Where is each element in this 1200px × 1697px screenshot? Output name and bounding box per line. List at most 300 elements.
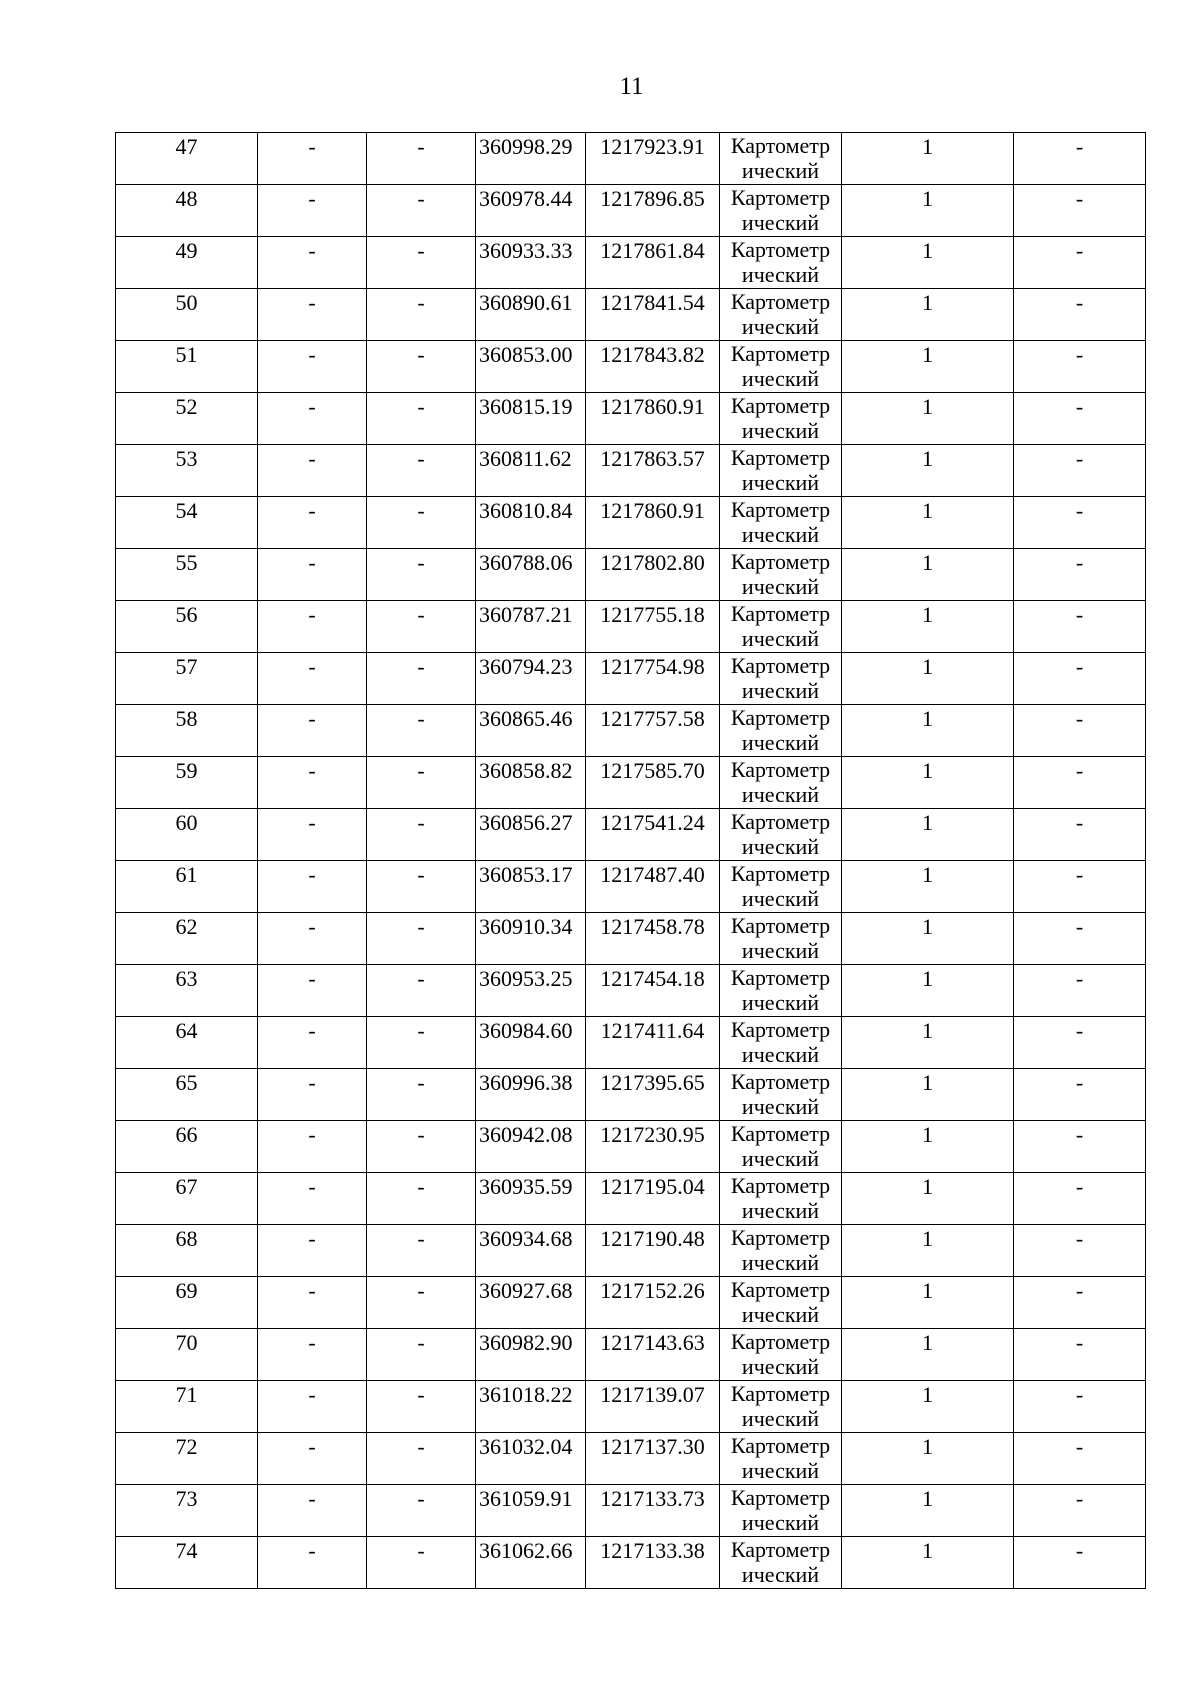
empty-value-cell: -	[258, 393, 367, 445]
coordinate-y-cell: 1217541.24	[586, 809, 720, 861]
coordinate-y-cell: 1217133.38	[586, 1537, 720, 1589]
coordinate-y-cell: 1217139.07	[586, 1381, 720, 1433]
empty-value-cell: -	[258, 1485, 367, 1537]
note-cell: -	[1014, 1017, 1146, 1069]
coordinate-x-cell: 360810.84	[476, 497, 586, 549]
coordinate-x-cell: 360853.17	[476, 861, 586, 913]
empty-value-cell: -	[367, 1485, 476, 1537]
method-label-line-1: Картометр	[730, 1537, 831, 1562]
method-cell	[720, 601, 842, 653]
table-row	[116, 393, 1146, 445]
point-number-cell: 64	[116, 1017, 258, 1069]
coordinate-y-cell: 1217923.91	[586, 133, 720, 185]
empty-value-cell: -	[258, 653, 367, 705]
accuracy-cell: 1	[842, 861, 1014, 913]
accuracy-cell: 1	[842, 913, 1014, 965]
point-number-cell: 47	[116, 133, 258, 185]
note-cell: -	[1014, 1329, 1146, 1381]
coordinate-x-cell: 360794.23	[476, 653, 586, 705]
coordinate-y-cell: 1217137.30	[586, 1433, 720, 1485]
method-label-line-2: ический	[741, 626, 820, 651]
accuracy-cell: 1	[842, 185, 1014, 237]
point-number-cell: 67	[116, 1173, 258, 1225]
method-cell	[720, 237, 842, 289]
empty-value-cell: -	[367, 705, 476, 757]
note-cell: -	[1014, 1173, 1146, 1225]
method-label-line-2: ический	[741, 1406, 820, 1431]
coordinate-x-cell: 360815.19	[476, 393, 586, 445]
accuracy-cell: 1	[842, 1069, 1014, 1121]
coordinate-x-cell: 360933.33	[476, 237, 586, 289]
coordinate-x-cell: 361032.04	[476, 1433, 586, 1485]
empty-value-cell: -	[258, 185, 367, 237]
method-label-line-1: Картометр	[730, 289, 831, 314]
coordinate-y-cell: 1217860.91	[586, 393, 720, 445]
coordinate-x-cell: 360927.68	[476, 1277, 586, 1329]
coordinate-x-cell: 360953.25	[476, 965, 586, 1017]
coordinate-y-cell: 1217190.48	[586, 1225, 720, 1277]
method-label-line-2: ический	[741, 1042, 820, 1067]
method-cell	[720, 809, 842, 861]
empty-value-cell: -	[367, 393, 476, 445]
table-row	[116, 601, 1146, 653]
point-number-cell: 74	[116, 1537, 258, 1589]
empty-value-cell: -	[258, 1537, 367, 1589]
accuracy-cell: 1	[842, 341, 1014, 393]
method-label-line-2: ический	[741, 418, 820, 443]
method-cell	[720, 133, 842, 185]
accuracy-cell: 1	[842, 1173, 1014, 1225]
empty-value-cell: -	[367, 133, 476, 185]
method-cell	[720, 549, 842, 601]
method-cell	[720, 1173, 842, 1225]
empty-value-cell: -	[367, 861, 476, 913]
table-row	[116, 965, 1146, 1017]
table-row	[116, 1433, 1146, 1485]
table-row	[116, 1225, 1146, 1277]
method-label-line-2: ический	[741, 1094, 820, 1119]
method-cell	[720, 1277, 842, 1329]
coordinate-y-cell: 1217585.70	[586, 757, 720, 809]
empty-value-cell: -	[258, 1173, 367, 1225]
method-label-line-1: Картометр	[730, 809, 831, 834]
method-label-line-1: Картометр	[730, 913, 831, 938]
coordinate-x-cell: 360890.61	[476, 289, 586, 341]
coordinate-y-cell: 1217861.84	[586, 237, 720, 289]
empty-value-cell: -	[367, 1017, 476, 1069]
method-label-line-1: Картометр	[730, 1069, 831, 1094]
point-number-cell: 49	[116, 237, 258, 289]
empty-value-cell: -	[367, 1381, 476, 1433]
coordinate-x-cell: 360865.46	[476, 705, 586, 757]
method-label-line-1: Картометр	[730, 133, 831, 158]
coordinate-x-cell: 361059.91	[476, 1485, 586, 1537]
table-row	[116, 809, 1146, 861]
coordinate-x-cell: 360910.34	[476, 913, 586, 965]
method-cell	[720, 1329, 842, 1381]
empty-value-cell: -	[367, 445, 476, 497]
method-label-line-1: Картометр	[730, 1277, 831, 1302]
table-row	[116, 1329, 1146, 1381]
method-cell	[720, 653, 842, 705]
table-row	[116, 549, 1146, 601]
coordinate-x-cell: 360858.82	[476, 757, 586, 809]
method-label-line-1: Картометр	[730, 1173, 831, 1198]
coordinate-x-cell: 360996.38	[476, 1069, 586, 1121]
table-row	[116, 1173, 1146, 1225]
coordinate-y-cell: 1217395.65	[586, 1069, 720, 1121]
table-row	[116, 445, 1146, 497]
method-label-line-2: ический	[741, 210, 820, 235]
empty-value-cell: -	[367, 653, 476, 705]
method-label-line-1: Картометр	[730, 445, 831, 470]
note-cell: -	[1014, 965, 1146, 1017]
table-row	[116, 1485, 1146, 1537]
accuracy-cell: 1	[842, 1329, 1014, 1381]
note-cell: -	[1014, 133, 1146, 185]
table-row	[116, 653, 1146, 705]
point-number-cell: 68	[116, 1225, 258, 1277]
empty-value-cell: -	[258, 705, 367, 757]
empty-value-cell: -	[258, 809, 367, 861]
coordinate-x-cell: 360853.00	[476, 341, 586, 393]
table-row	[116, 1121, 1146, 1173]
method-label-line-1: Картометр	[730, 1329, 831, 1354]
method-label-line-1: Картометр	[730, 1433, 831, 1458]
accuracy-cell: 1	[842, 237, 1014, 289]
table-row	[116, 185, 1146, 237]
point-number-cell: 51	[116, 341, 258, 393]
method-label-line-1: Картометр	[730, 393, 831, 418]
method-label-line-2: ический	[741, 678, 820, 703]
note-cell: -	[1014, 601, 1146, 653]
point-number-cell: 71	[116, 1381, 258, 1433]
accuracy-cell: 1	[842, 705, 1014, 757]
method-cell	[720, 1381, 842, 1433]
method-label-line-1: Картометр	[730, 965, 831, 990]
method-label-line-1: Картометр	[730, 601, 831, 626]
point-number-cell: 65	[116, 1069, 258, 1121]
table-row	[116, 237, 1146, 289]
method-cell	[720, 1121, 842, 1173]
method-label-line-1: Картометр	[730, 237, 831, 262]
page-number: 11	[619, 73, 644, 100]
method-label-line-1: Картометр	[730, 1485, 831, 1510]
method-cell	[720, 1485, 842, 1537]
method-label-line-2: ический	[741, 470, 820, 495]
empty-value-cell: -	[258, 757, 367, 809]
empty-value-cell: -	[258, 1329, 367, 1381]
coordinates-table	[115, 132, 1146, 1589]
method-cell	[720, 185, 842, 237]
empty-value-cell: -	[367, 341, 476, 393]
note-cell: -	[1014, 393, 1146, 445]
coordinate-y-cell: 1217133.73	[586, 1485, 720, 1537]
empty-value-cell: -	[258, 1277, 367, 1329]
accuracy-cell: 1	[842, 809, 1014, 861]
note-cell: -	[1014, 705, 1146, 757]
coordinate-y-cell: 1217454.18	[586, 965, 720, 1017]
table-row	[116, 133, 1146, 185]
note-cell: -	[1014, 497, 1146, 549]
accuracy-cell: 1	[842, 549, 1014, 601]
empty-value-cell: -	[258, 913, 367, 965]
point-number-cell: 72	[116, 1433, 258, 1485]
note-cell: -	[1014, 1485, 1146, 1537]
empty-value-cell: -	[367, 1173, 476, 1225]
empty-value-cell: -	[367, 913, 476, 965]
table-row	[116, 1069, 1146, 1121]
empty-value-cell: -	[367, 757, 476, 809]
note-cell: -	[1014, 341, 1146, 393]
method-cell	[720, 861, 842, 913]
point-number-cell: 61	[116, 861, 258, 913]
method-label-line-1: Картометр	[730, 1381, 831, 1406]
empty-value-cell: -	[258, 1381, 367, 1433]
note-cell: -	[1014, 1433, 1146, 1485]
point-number-cell: 56	[116, 601, 258, 653]
empty-value-cell: -	[367, 1277, 476, 1329]
method-label-line-2: ический	[741, 1146, 820, 1171]
method-cell	[720, 965, 842, 1017]
method-label-line-2: ический	[741, 938, 820, 963]
note-cell: -	[1014, 549, 1146, 601]
method-label-line-2: ический	[741, 730, 820, 755]
point-number-cell: 73	[116, 1485, 258, 1537]
table-row	[116, 913, 1146, 965]
table-row	[116, 705, 1146, 757]
method-label-line-1: Картометр	[730, 1017, 831, 1042]
coordinate-y-cell: 1217195.04	[586, 1173, 720, 1225]
method-label-line-2: ический	[741, 886, 820, 911]
method-label-line-2: ический	[741, 990, 820, 1015]
table-row	[116, 1277, 1146, 1329]
coordinate-y-cell: 1217487.40	[586, 861, 720, 913]
accuracy-cell: 1	[842, 653, 1014, 705]
coordinate-x-cell: 360982.90	[476, 1329, 586, 1381]
method-label-line-2: ический	[741, 1562, 820, 1587]
point-number-cell: 52	[116, 393, 258, 445]
table-row	[116, 289, 1146, 341]
method-cell	[720, 1069, 842, 1121]
note-cell: -	[1014, 809, 1146, 861]
point-number-cell: 48	[116, 185, 258, 237]
accuracy-cell: 1	[842, 1225, 1014, 1277]
empty-value-cell: -	[367, 1537, 476, 1589]
empty-value-cell: -	[258, 445, 367, 497]
coordinate-y-cell: 1217411.64	[586, 1017, 720, 1069]
point-number-cell: 69	[116, 1277, 258, 1329]
method-label-line-2: ический	[741, 262, 820, 287]
note-cell: -	[1014, 653, 1146, 705]
coordinate-x-cell: 360811.62	[476, 445, 586, 497]
table-row	[116, 861, 1146, 913]
table-row	[116, 1017, 1146, 1069]
method-label-line-1: Картометр	[730, 185, 831, 210]
point-number-cell: 59	[116, 757, 258, 809]
method-label-line-2: ический	[741, 522, 820, 547]
empty-value-cell: -	[367, 1225, 476, 1277]
coordinate-x-cell: 361018.22	[476, 1381, 586, 1433]
note-cell: -	[1014, 1121, 1146, 1173]
method-cell	[720, 341, 842, 393]
method-label-line-2: ический	[741, 1458, 820, 1483]
note-cell: -	[1014, 1537, 1146, 1589]
empty-value-cell: -	[367, 1433, 476, 1485]
method-label-line-2: ический	[741, 1510, 820, 1535]
note-cell: -	[1014, 913, 1146, 965]
coordinate-y-cell: 1217896.85	[586, 185, 720, 237]
coordinate-y-cell: 1217458.78	[586, 913, 720, 965]
accuracy-cell: 1	[842, 497, 1014, 549]
table-body	[116, 133, 1146, 1589]
point-number-cell: 70	[116, 1329, 258, 1381]
coordinate-x-cell: 360942.08	[476, 1121, 586, 1173]
method-cell	[720, 1017, 842, 1069]
point-number-cell: 55	[116, 549, 258, 601]
coordinate-x-cell: 360998.29	[476, 133, 586, 185]
coordinate-y-cell: 1217143.63	[586, 1329, 720, 1381]
empty-value-cell: -	[258, 237, 367, 289]
method-label-line-1: Картометр	[730, 1225, 831, 1250]
point-number-cell: 66	[116, 1121, 258, 1173]
table-row	[116, 497, 1146, 549]
empty-value-cell: -	[258, 861, 367, 913]
point-number-cell: 54	[116, 497, 258, 549]
empty-value-cell: -	[258, 1017, 367, 1069]
note-cell: -	[1014, 861, 1146, 913]
accuracy-cell: 1	[842, 965, 1014, 1017]
accuracy-cell: 1	[842, 445, 1014, 497]
empty-value-cell: -	[367, 289, 476, 341]
coordinate-y-cell: 1217755.18	[586, 601, 720, 653]
method-label-line-1: Картометр	[730, 653, 831, 678]
point-number-cell: 53	[116, 445, 258, 497]
coordinate-y-cell: 1217757.58	[586, 705, 720, 757]
empty-value-cell: -	[367, 497, 476, 549]
empty-value-cell: -	[367, 809, 476, 861]
empty-value-cell: -	[258, 341, 367, 393]
method-cell	[720, 497, 842, 549]
empty-value-cell: -	[258, 289, 367, 341]
note-cell: -	[1014, 289, 1146, 341]
method-label-line-2: ический	[741, 574, 820, 599]
coordinate-x-cell: 360935.59	[476, 1173, 586, 1225]
method-label-line-2: ический	[741, 1198, 820, 1223]
empty-value-cell: -	[367, 601, 476, 653]
accuracy-cell: 1	[842, 601, 1014, 653]
coordinate-y-cell: 1217860.91	[586, 497, 720, 549]
method-cell	[720, 289, 842, 341]
coordinate-x-cell: 361062.66	[476, 1537, 586, 1589]
coordinate-y-cell: 1217863.57	[586, 445, 720, 497]
empty-value-cell: -	[367, 965, 476, 1017]
note-cell: -	[1014, 1381, 1146, 1433]
coordinate-x-cell: 360934.68	[476, 1225, 586, 1277]
accuracy-cell: 1	[842, 1121, 1014, 1173]
coordinate-y-cell: 1217843.82	[586, 341, 720, 393]
method-label-line-2: ический	[741, 314, 820, 339]
method-label-line-2: ический	[741, 1250, 820, 1275]
note-cell: -	[1014, 1069, 1146, 1121]
empty-value-cell: -	[258, 601, 367, 653]
coordinate-y-cell: 1217841.54	[586, 289, 720, 341]
method-cell	[720, 1433, 842, 1485]
note-cell: -	[1014, 757, 1146, 809]
method-cell	[720, 705, 842, 757]
table-row	[116, 1381, 1146, 1433]
point-number-cell: 57	[116, 653, 258, 705]
method-label-line-2: ический	[741, 834, 820, 859]
empty-value-cell: -	[367, 237, 476, 289]
empty-value-cell: -	[367, 1329, 476, 1381]
accuracy-cell: 1	[842, 1277, 1014, 1329]
method-cell	[720, 1537, 842, 1589]
method-cell	[720, 757, 842, 809]
accuracy-cell: 1	[842, 393, 1014, 445]
table-row	[116, 1537, 1146, 1589]
point-number-cell: 62	[116, 913, 258, 965]
method-label-line-1: Картометр	[730, 1121, 831, 1146]
note-cell: -	[1014, 185, 1146, 237]
note-cell: -	[1014, 445, 1146, 497]
method-label-line-1: Картометр	[730, 757, 831, 782]
accuracy-cell: 1	[842, 757, 1014, 809]
method-label-line-1: Картометр	[730, 549, 831, 574]
table-row	[116, 341, 1146, 393]
accuracy-cell: 1	[842, 1433, 1014, 1485]
accuracy-cell: 1	[842, 1017, 1014, 1069]
note-cell: -	[1014, 237, 1146, 289]
empty-value-cell: -	[367, 549, 476, 601]
empty-value-cell: -	[258, 1433, 367, 1485]
coordinate-x-cell: 360788.06	[476, 549, 586, 601]
method-label-line-1: Картометр	[730, 497, 831, 522]
note-cell: -	[1014, 1277, 1146, 1329]
method-label-line-2: ический	[741, 366, 820, 391]
method-label-line-2: ический	[741, 1302, 820, 1327]
empty-value-cell: -	[258, 1121, 367, 1173]
empty-value-cell: -	[258, 549, 367, 601]
method-label-line-1: Картометр	[730, 705, 831, 730]
coordinate-x-cell: 360984.60	[476, 1017, 586, 1069]
method-label-line-2: ический	[741, 1354, 820, 1379]
empty-value-cell: -	[258, 1069, 367, 1121]
method-label-line-1: Картометр	[730, 861, 831, 886]
point-number-cell: 60	[116, 809, 258, 861]
empty-value-cell: -	[367, 1069, 476, 1121]
note-cell: -	[1014, 1225, 1146, 1277]
point-number-cell: 63	[116, 965, 258, 1017]
coordinate-y-cell: 1217754.98	[586, 653, 720, 705]
table-row	[116, 757, 1146, 809]
method-cell	[720, 445, 842, 497]
accuracy-cell: 1	[842, 289, 1014, 341]
empty-value-cell: -	[258, 133, 367, 185]
method-cell	[720, 913, 842, 965]
point-number-cell: 58	[116, 705, 258, 757]
accuracy-cell: 1	[842, 1381, 1014, 1433]
method-label-line-1: Картометр	[730, 341, 831, 366]
coordinate-x-cell: 360787.21	[476, 601, 586, 653]
method-label-line-2: ический	[741, 158, 820, 183]
method-cell	[720, 393, 842, 445]
empty-value-cell: -	[258, 1225, 367, 1277]
coordinate-y-cell: 1217152.26	[586, 1277, 720, 1329]
coordinate-x-cell: 360978.44	[476, 185, 586, 237]
empty-value-cell: -	[367, 1121, 476, 1173]
method-label-line-2: ический	[741, 782, 820, 807]
